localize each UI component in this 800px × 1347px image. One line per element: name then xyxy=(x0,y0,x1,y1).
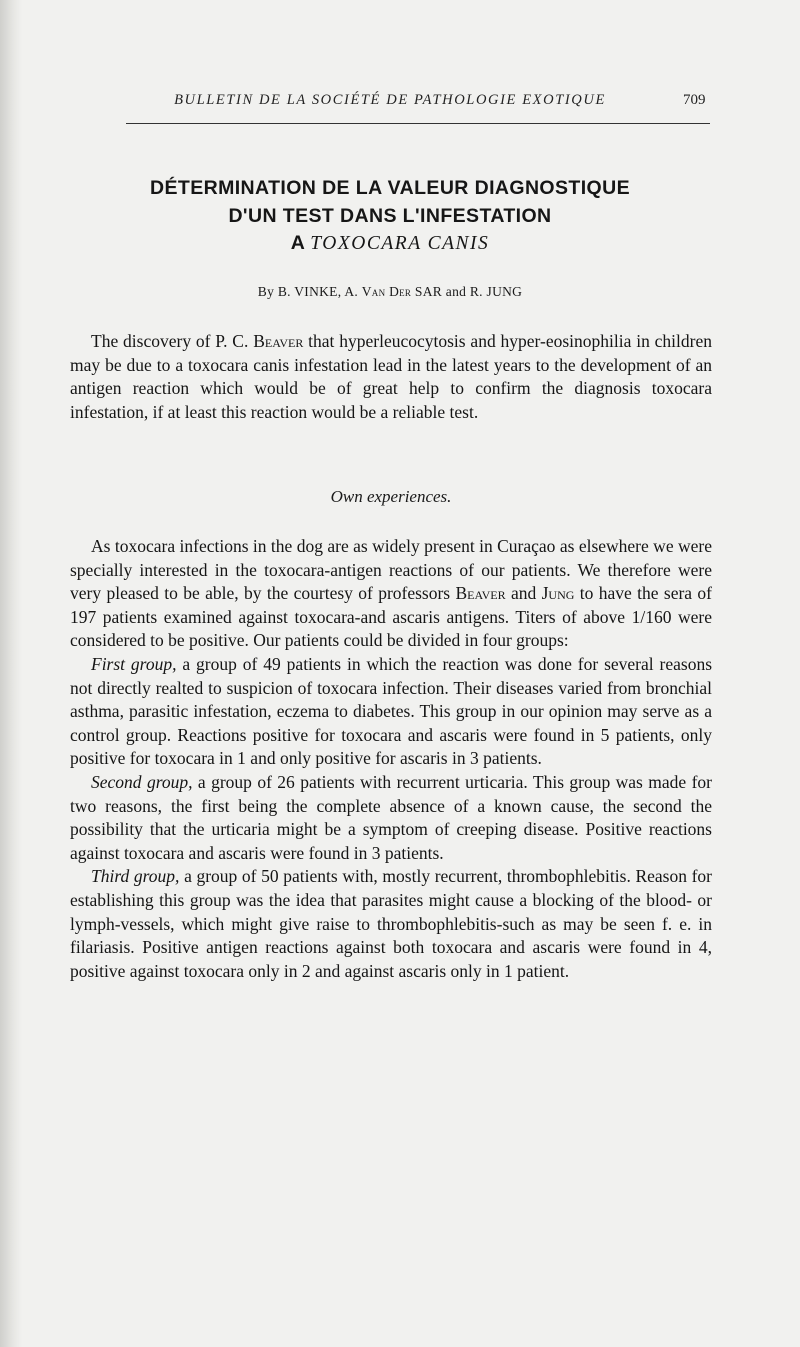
article-title-line-1: DÉTERMINATION DE LA VALEUR DIAGNOSTIQUE xyxy=(150,177,630,199)
title-prefix: A xyxy=(290,232,305,254)
author-name-beaver: Beaver xyxy=(253,331,304,351)
page-number: 709 xyxy=(683,92,706,108)
paragraph-first-group: First group, a group of 49 patients in which the reaction was done for several reasons not directly realted to suspicion of toxocara infection. Their diseases varied from bronchial asthma, parasitic infestation, eczema to diabetes. This group in our opinion may serve as a control group. Reactions positive for toxocara and ascaris were found in 5 patients, only positive for toxocara in 1 and only positive for ascaris in 3 patients. xyxy=(70,653,713,769)
paragraph-second-group: Second group, a group of 26 patients with recurrent urticaria. This group was made for two reasons, the first being the complete absence of a known cause, the second the possibility that the urticaria might be a symptom of creeping disease. Positive reactions against toxocara and ascaris were found in 3 patients. xyxy=(70,771,712,863)
author-name-jung: Jung xyxy=(541,583,575,604)
section-body xyxy=(70,535,712,983)
title-italic-organism: TOXOCARA CANIS xyxy=(310,233,490,254)
intro-paragraph: The discovery of P. C. Beaver that hyperleucocytosis and hyper-eosinophilia in children may be due to a toxocara canis infestation lead in the latest years to the development of an antigen reaction which would be of great help to confirm the diagnosis toxocara infestation, if at least this reaction would be a reliable test. xyxy=(70,331,713,422)
byline: By B. VINKE, A. Van Der SAR and R. JUNG xyxy=(257,284,523,299)
author-name-beaver: Beaver xyxy=(455,583,506,604)
article-title-line-2: D'UN TEST DANS L'INFESTATION xyxy=(228,205,552,227)
header-rule xyxy=(126,123,710,124)
section-heading: Own experiences. xyxy=(330,487,452,506)
article-title-line-3 xyxy=(70,232,710,255)
page-gutter-shadow xyxy=(0,0,22,1347)
paragraph-intro-groups: As toxocara infections in the dog are as widely present in Curaçao as elsewhere we were specially interested in the toxocara-antigen reactions of our patients. We therefore were very pleased to be able, by the courtesy of professors Beaver and Jung to have the sera of 197 patients examined against toxocara-and ascaris antigens. Titers of above 1/160 were considered to be positive. Our patients could be divided in four groups: xyxy=(70,536,712,651)
running-head: BULLETIN DE LA SOCIÉTÉ DE PATHOLOGIE EXOTIQUE xyxy=(174,92,606,108)
paragraph-third-group: Third group, a group of 50 patients with, mostly recurrent, thrombophlebitis. Reason for establishing this group was the idea that parasites might cause a blocking of the blood- or lymph-vessels, which might give raise to thrombophlebitis-such as may be seen f. e. in filariasis. Positive antigen reactions against both toxocara and ascaris were found in 4, positive against toxocara only in 2 and against ascaris only in 1 patient. xyxy=(70,866,712,981)
